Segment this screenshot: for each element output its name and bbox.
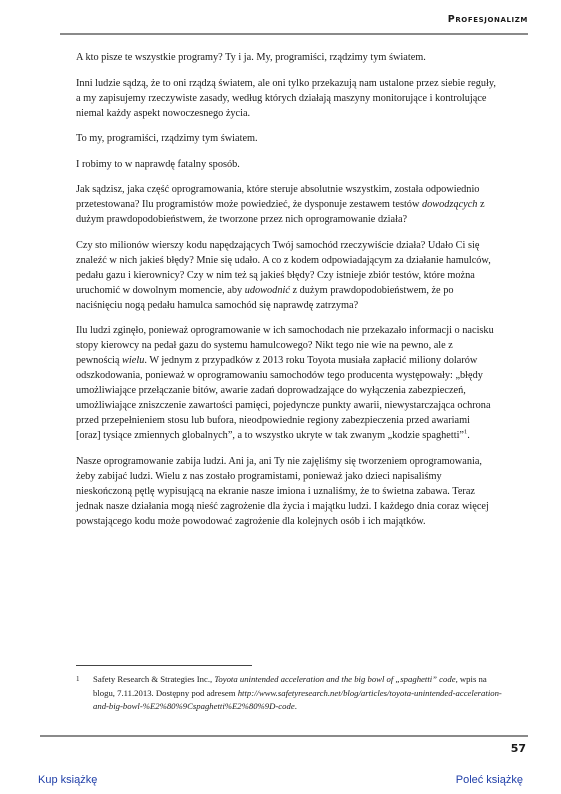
paragraph-5: [76, 182, 496, 227]
footer-rule: [40, 735, 528, 737]
paragraph-7-text-c: .: [467, 430, 470, 441]
footnote-text-a: Safety Research & Strategies Inc.,: [93, 674, 215, 684]
paragraph-6-text-a: Czy sto milionów wierszy kodu napędzających Twój samochód rzeczywiście działa? Udało Ci się znaleźć w nich jakieś błędy? Mnie się udało. A co z kodem odpowiadającym za działanie hamulców, pedału gazu i kierownicy? Czy w nim też są jakieś błędy? Czy istnieje zbiór testów, które można uruchomić w dowolnym momencie, aby: [76, 239, 491, 296]
paragraph-3: To my, programiści, rządzimy tym światem.: [76, 133, 258, 144]
paragraph-8: Nasze oprogramowanie zabija ludzi. Ani ja, ani Ty nie zajęliśmy się tworzeniem oprogramowania, żeby zabijać ludzi. Wielu z nas zostało programistami, ponieważ jako dzieci napisaliśmy nieskończoną pętlę wypisującą na ekranie nasze imiona i uznaliśmy, że to świetna zabawa. Teraz jednak nasze działania mogą nieść zagrożenie dla życia i majątku ludzi. I każdego dnia coraz więcej powstającego kodu może powodować zagrożenie dla kolejnych osób i ich majątków.: [76, 455, 489, 527]
paragraph-5-text-a: Jak sądzisz, jaka część oprogramowania, które steruje absolutnie wszystkim, została odpowiednio przetestowana? Ilu programistów może powiedzieć, że dysponuje zestawem testów: [76, 184, 480, 210]
footnote-url[interactable]: http://www.safetyresearch.net/blog/articles/toyota-unintended-acceleration-and-big-bowl-%E2%80%9Cspaghetti%E2%80%9D-code: [93, 687, 502, 711]
footnote-text-b: , wpis na blogu, 7.11.2013. Dostępny pod adresem: [93, 674, 487, 698]
buy-book-link[interactable]: Kup książkę: [38, 774, 98, 786]
page-number: 57: [510, 742, 526, 755]
paragraph-5-emphasis: dowodzących: [421, 199, 478, 210]
footnote-rule: [76, 665, 252, 666]
paragraph-6-emphasis: udowodnić: [244, 284, 290, 296]
paragraph-1: A kto pisze te wszystkie programy? Ty i ja. My, programiści, rządzimy tym światem.: [76, 52, 426, 63]
footnote-text-c: .: [294, 701, 297, 711]
running-header-title: Profesjonalizm: [447, 14, 528, 25]
paragraph-4: I robimy to w naprawdę fatalny sposób.: [76, 158, 240, 170]
paragraph-2: Inni ludzie sądzą, że to oni rządzą światem, ale oni tylko przekazują nam ustalone przez siebie reguły, a my zapisujemy rzeczywiste zasady, według których działają maszyny monitorujące i kontrolujące niemal każdy aspekt nowoczesnego życia.: [76, 77, 496, 119]
footnote-mark: 1: [76, 675, 80, 683]
paragraph-6: [76, 238, 496, 313]
paragraph-5-text-b: z dużym prawdopodobieństwem, że tworzone przez nich oprogramowanie działa?: [76, 199, 485, 225]
paragraph-6-text-b: z dużym prawdopodobieństwem, że po naciśnięciu nogą pedału hamulca samochód się naprawdę zatrzyma?: [76, 284, 454, 311]
recommend-book-link[interactable]: Poleć książkę: [455, 774, 523, 786]
paragraph-7-text-b: . W jednym z przypadków z 2013 roku Toyota musiała zapłacić miliony dolarów odszkodowania, ponieważ w oprogramowaniu samochodów tego producenta występowały: „błędy umożliwiające przełączanie bitów, awarie zadań doprowadzające do wyłączenia zabezpieczeń, umożliwiające zniszczenie zawartości pamięci, pojedyncze punkty awarii, niewystarczająca ochrona przed przepełnieniem stosu lub bufora, nieodpowiednie regiony zabezpieczenia przed awariami [oraz] tysiące zmiennych globalnych”, a to wszystko ukryte w tak zwanym „kodzie spaghetti”: [76, 355, 491, 441]
paragraph-7-emphasis: wielu: [122, 355, 145, 366]
footnote-article-title: Toyota unintended acceleration and the big bowl of „spaghetti” code: [214, 674, 456, 684]
footnote-reference[interactable]: 1: [464, 428, 468, 436]
body-text: [76, 50, 496, 539]
header-rule: [60, 33, 528, 35]
footnote-text: [93, 673, 506, 714]
footnote: [76, 673, 506, 714]
paragraph-7: [76, 323, 496, 443]
paragraph-7-text-a: Ilu ludzi zginęło, ponieważ oprogramowanie w ich samochodach nie przekazało informacji o nacisku stopy kierowcy na pedał gazu do systemu hamulcowego? Nikt tego nie wie na pewno, ale z pewnością: [76, 325, 494, 366]
